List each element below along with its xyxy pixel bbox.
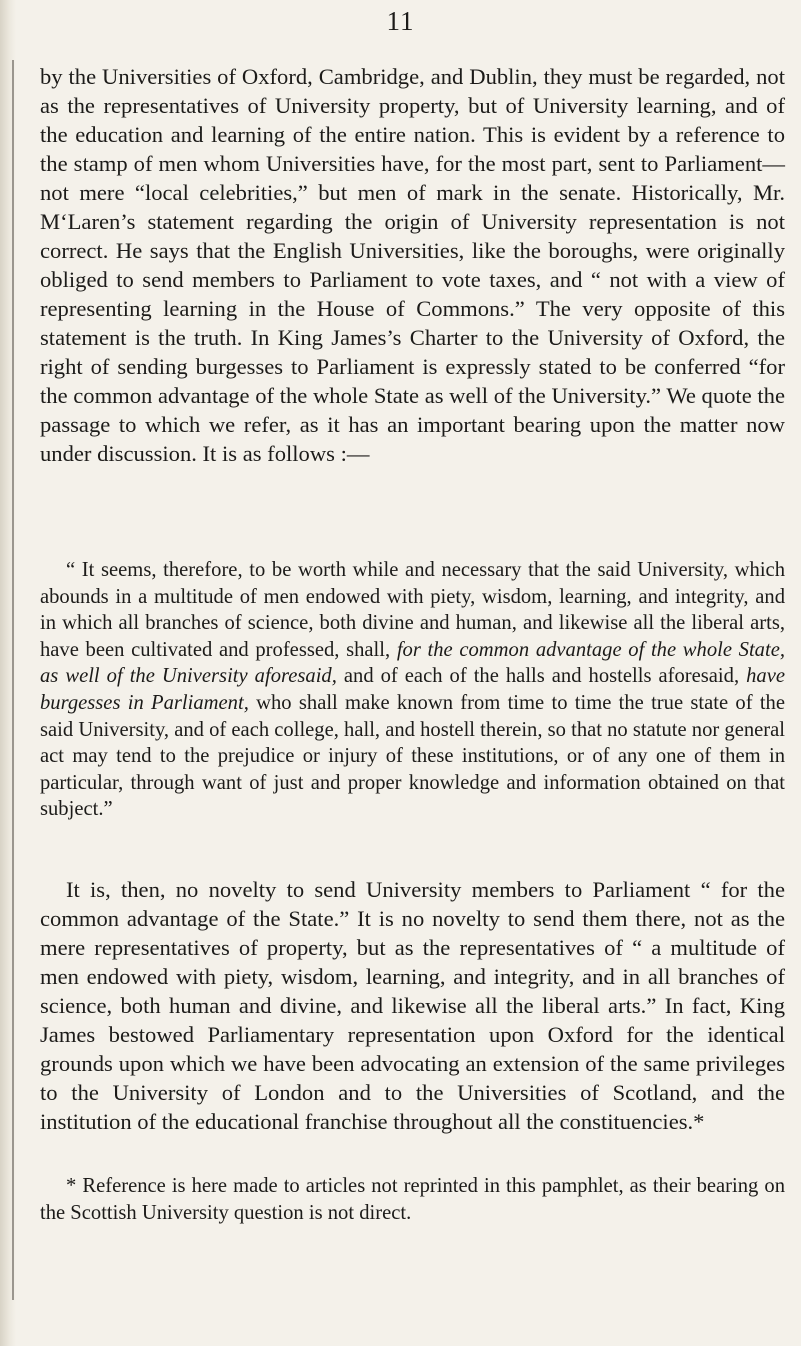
quote-text-2: and of each of the halls and hostells aforesaid,: [336, 665, 747, 688]
quote-italic-1: for the common advantage of the whole State, as well of the University aforesaid,: [40, 638, 785, 688]
quote-text-3: who shall make known from time to time the true state of the said University, and of each college, hall, and hostell therein, so that no statute nor general act may tend to the prejudice or injury of these institutions, or of any one of them in particular, through want of just and proper knowledge and information obtained on that subject.”: [40, 691, 785, 821]
charter-quotation: [40, 557, 785, 823]
body-paragraph-2: It is, then, no novelty to send University members to Parliament “ for the common advantage of the State.” It is no novelty to send them there, not as the mere representatives of property, but as the representatives of “ a multitude of men endowed with piety, wisdom, learning, and integrity, and in all branches of science, both human and divine, and likewise all the liberal arts.” In fact, King James bestowed Parliamentary representation upon Oxford for the identical grounds upon which we have been advocating an extension of the same privileges to the University of London and to the Universities of Scotland, and the institution of the educational franchise throughout all the constituencies.*: [40, 877, 785, 1134]
page-number: 11: [386, 6, 415, 36]
quote-text-1: “ It seems, therefore, to be worth while and necessary that the said University, which abounds in a multitude of men endowed with piety, wisdom, learning, and integrity, and in which all branches of science, both divine and human, and likewise all the liberal arts, have been cultivated and professed, shall,: [40, 559, 785, 661]
binding-gutter-line: [12, 60, 14, 1300]
quote-italic-2: have burgesses in Parliament,: [40, 665, 785, 714]
body-paragraph-1: by the Universities of Oxford, Cambridge, and Dublin, they must be regarded, not as the representatives of University property, but of University learning, and of the education and learning of the entire nation. This is evident by a reference to the stamp of men whom Universities have, for the most part, sent to Parliament—not mere “local celebrities,” but men of mark in the senate. Historically, Mr. M‘Laren’s statement regarding the origin of University representation is not correct. He says that the English Universities, like the boroughs, were originally obliged to send members to Parliament to vote taxes, and “ not with a view of representing learning in the House of Commons.” The very opposite of this statement is the truth. In King James’s Charter to the University of Oxford, the right of sending burgesses to Parliament is expressly stated to be conferred “for the common advantage of the whole State as well of the University.” We quote the passage to which we refer, as it has an important bearing upon the matter now under discussion. It is as follows :—: [40, 64, 785, 466]
footnote: * Reference is here made to articles not reprinted in this pamphlet, as their bearing on the Scottish University question is not direct.: [40, 1175, 785, 1224]
